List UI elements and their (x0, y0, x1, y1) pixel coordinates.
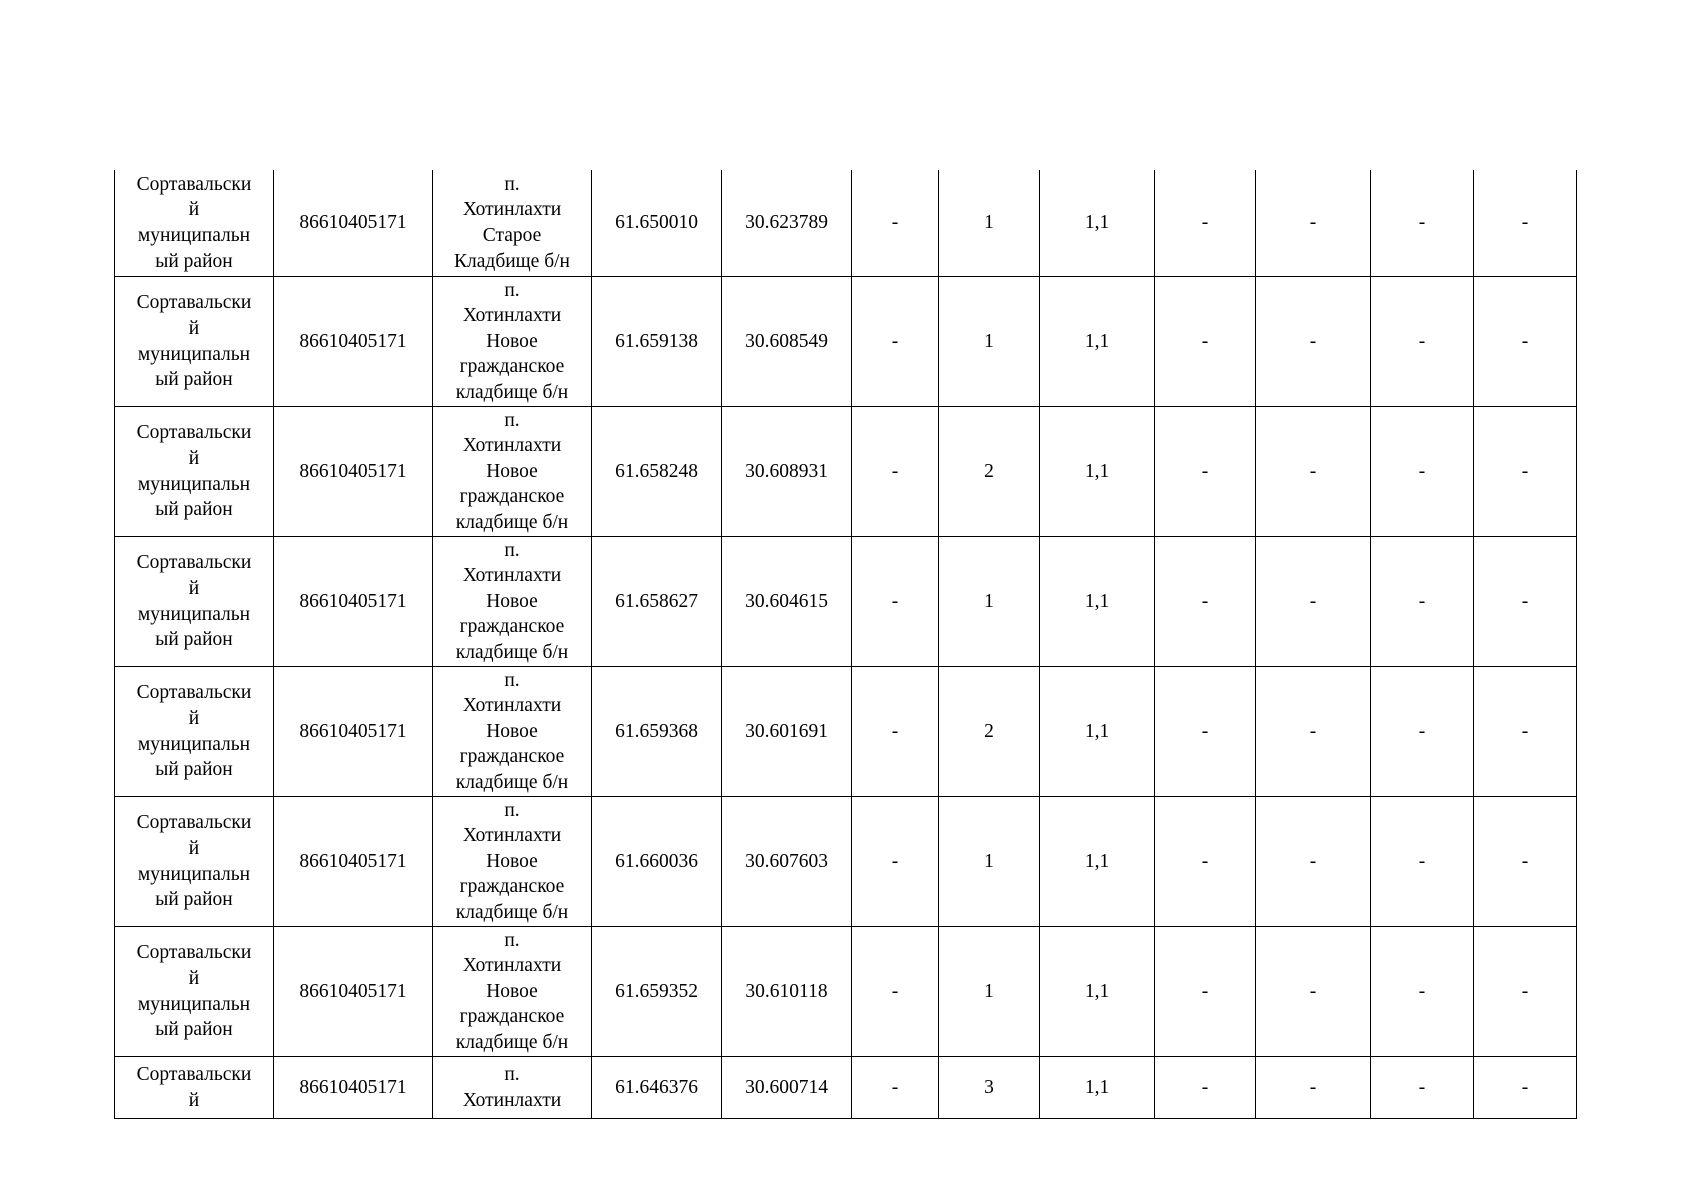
location-line: Новое (486, 590, 538, 612)
district-line: Сортавальски (136, 1063, 252, 1085)
location-line: гражданское (459, 876, 565, 898)
table-row (115, 667, 1577, 797)
location-line: кладбище б/н (455, 771, 569, 793)
col-9-cell: - (1155, 170, 1256, 277)
location-cell (433, 170, 592, 277)
col-11-cell: - (1371, 1057, 1474, 1119)
latitude-cell: 61.650010 (592, 170, 722, 277)
oktmo-code-cell: 86610405171 (274, 277, 433, 407)
col-8-cell: 1,1 (1040, 667, 1155, 797)
district-line: ый район (155, 629, 233, 651)
col-7-cell: 2 (939, 667, 1040, 797)
col-12-cell: - (1474, 277, 1577, 407)
location-line: Хотинлахти (462, 435, 562, 457)
location-line: Новое (486, 330, 538, 352)
col-11-cell: - (1371, 927, 1474, 1057)
col-10-cell: - (1256, 277, 1371, 407)
col-9-cell: - (1155, 927, 1256, 1057)
table-row (115, 1057, 1577, 1119)
location-cell (433, 1057, 592, 1119)
col-11-cell: - (1371, 537, 1474, 667)
col-10-cell: - (1256, 927, 1371, 1057)
district-line: Сортавальски (136, 292, 252, 314)
col-7-cell: 1 (939, 537, 1040, 667)
district-line: Сортавальски (136, 173, 252, 195)
location-line: гражданское (459, 746, 565, 768)
col-7-cell: 1 (939, 277, 1040, 407)
col-12-cell: - (1474, 797, 1577, 927)
col-9-cell: - (1155, 407, 1256, 537)
district-line: ый район (155, 889, 233, 911)
district-cell (115, 927, 274, 1057)
district-line: й (188, 317, 200, 339)
location-line: Хотинлахти (462, 305, 562, 327)
district-cell (115, 537, 274, 667)
location-cell (433, 407, 592, 537)
district-line: й (188, 707, 200, 729)
col-9-cell: - (1155, 277, 1256, 407)
longitude-cell: 30.600714 (722, 1057, 852, 1119)
location-line: п. (504, 799, 520, 821)
col-12-cell: - (1474, 1057, 1577, 1119)
district-line: ый район (155, 250, 233, 272)
location-line: п. (504, 1063, 520, 1085)
col-6-cell: - (852, 407, 939, 537)
col-11-cell: - (1371, 277, 1474, 407)
col-7-cell: 1 (939, 927, 1040, 1057)
latitude-cell: 61.658627 (592, 537, 722, 667)
district-line: ый район (155, 369, 233, 391)
location-cell (433, 797, 592, 927)
district-line: й (188, 967, 200, 989)
location-line: Новое (486, 850, 538, 872)
district-line: ый район (155, 1019, 233, 1041)
location-cell (433, 667, 592, 797)
district-line: муниципальн (137, 733, 251, 755)
col-8-cell: 1,1 (1040, 170, 1155, 277)
oktmo-code-cell: 86610405171 (274, 407, 433, 537)
col-11-cell: - (1371, 407, 1474, 537)
col-8-cell: 1,1 (1040, 1057, 1155, 1119)
location-line: п. (504, 279, 520, 301)
district-cell (115, 277, 274, 407)
col-7-cell: 2 (939, 407, 1040, 537)
longitude-cell: 30.604615 (722, 537, 852, 667)
district-line: муниципальн (137, 863, 251, 885)
location-line: Хотинлахти (462, 199, 562, 221)
longitude-cell: 30.608931 (722, 407, 852, 537)
longitude-cell: 30.623789 (722, 170, 852, 277)
col-8-cell: 1,1 (1040, 927, 1155, 1057)
district-line: й (188, 199, 200, 221)
col-12-cell: - (1474, 407, 1577, 537)
col-6-cell: - (852, 927, 939, 1057)
district-cell (115, 170, 274, 277)
table-row (115, 537, 1577, 667)
district-line: муниципальн (137, 225, 251, 246)
col-8-cell: 1,1 (1040, 407, 1155, 537)
location-cell (433, 927, 592, 1057)
district-cell (115, 667, 274, 797)
location-line: кладбище б/н (455, 381, 569, 403)
col-9-cell: - (1155, 797, 1256, 927)
location-line: Новое (486, 460, 538, 482)
location-line: Кладбище б/н (454, 250, 570, 272)
district-cell (115, 797, 274, 927)
col-10-cell: - (1256, 170, 1371, 277)
district-line: Сортавальски (136, 552, 252, 574)
col-12-cell: - (1474, 537, 1577, 667)
district-line: ый район (155, 759, 233, 781)
col-11-cell: - (1371, 797, 1474, 927)
col-8-cell: 1,1 (1040, 277, 1155, 407)
table-row (115, 927, 1577, 1057)
col-6-cell: - (852, 277, 939, 407)
col-11-cell: - (1371, 667, 1474, 797)
col-6-cell: - (852, 537, 939, 667)
latitude-cell: 61.659138 (592, 277, 722, 407)
col-9-cell: - (1155, 667, 1256, 797)
location-line: п. (504, 929, 520, 951)
col-8-cell: 1,1 (1040, 537, 1155, 667)
location-line: Новое (486, 720, 538, 742)
district-line: й (188, 577, 200, 599)
location-line: п. (504, 669, 520, 691)
location-line: п. (504, 409, 520, 431)
location-line: Новое (486, 980, 538, 1002)
location-cell (433, 277, 592, 407)
col-10-cell: - (1256, 797, 1371, 927)
table-row (115, 407, 1577, 537)
location-line: Хотинлахти (462, 825, 562, 847)
col-7-cell: 3 (939, 1057, 1040, 1119)
district-line: й (188, 447, 200, 469)
district-line: Сортавальски (136, 812, 252, 834)
location-line: Хотинлахти (462, 1089, 562, 1111)
table-row (115, 277, 1577, 407)
longitude-cell: 30.608549 (722, 277, 852, 407)
longitude-cell: 30.610118 (722, 927, 852, 1057)
district-line: Сортавальски (136, 942, 252, 964)
location-line: Хотинлахти (462, 565, 562, 587)
table-row (115, 170, 1577, 277)
district-line: й (188, 837, 200, 859)
location-line: Хотинлахти (462, 955, 562, 977)
col-6-cell: - (852, 1057, 939, 1119)
district-line: й (188, 1089, 200, 1111)
district-cell (115, 407, 274, 537)
table-row (115, 797, 1577, 927)
col-11-cell: - (1371, 170, 1474, 277)
location-line: Старое (482, 225, 542, 246)
location-line: кладбище б/н (455, 1031, 569, 1053)
col-12-cell: - (1474, 667, 1577, 797)
oktmo-code-cell: 86610405171 (274, 537, 433, 667)
col-6-cell: - (852, 170, 939, 277)
col-6-cell: - (852, 667, 939, 797)
location-line: гражданское (459, 486, 565, 508)
oktmo-code-cell: 86610405171 (274, 797, 433, 927)
oktmo-code-cell: 86610405171 (274, 1057, 433, 1119)
location-line: кладбище б/н (455, 511, 569, 533)
col-7-cell: 1 (939, 797, 1040, 927)
location-cell (433, 537, 592, 667)
district-line: муниципальн (137, 603, 251, 625)
col-6-cell: - (852, 797, 939, 927)
district-line: Сортавальски (136, 422, 252, 444)
col-12-cell: - (1474, 927, 1577, 1057)
district-line: муниципальн (137, 993, 251, 1015)
location-line: гражданское (459, 1006, 565, 1028)
district-line: муниципальн (137, 473, 251, 495)
district-line: муниципальн (137, 343, 251, 365)
location-line: п. (504, 539, 520, 561)
district-line: Сортавальски (136, 682, 252, 704)
latitude-cell: 61.659368 (592, 667, 722, 797)
table-body (115, 170, 1577, 1119)
latitude-cell: 61.658248 (592, 407, 722, 537)
location-line: кладбище б/н (455, 641, 569, 663)
data-table (114, 170, 1577, 1119)
longitude-cell: 30.607603 (722, 797, 852, 927)
col-10-cell: - (1256, 1057, 1371, 1119)
longitude-cell: 30.601691 (722, 667, 852, 797)
oktmo-code-cell: 86610405171 (274, 927, 433, 1057)
col-7-cell: 1 (939, 170, 1040, 277)
latitude-cell: 61.659352 (592, 927, 722, 1057)
location-line: гражданское (459, 356, 565, 378)
location-line: кладбище б/н (455, 901, 569, 923)
latitude-cell: 61.660036 (592, 797, 722, 927)
oktmo-code-cell: 86610405171 (274, 170, 433, 277)
col-8-cell: 1,1 (1040, 797, 1155, 927)
location-line: гражданское (459, 616, 565, 638)
latitude-cell: 61.646376 (592, 1057, 722, 1119)
location-line: п. (504, 173, 520, 195)
col-12-cell: - (1474, 170, 1577, 277)
col-10-cell: - (1256, 667, 1371, 797)
col-10-cell: - (1256, 407, 1371, 537)
col-10-cell: - (1256, 537, 1371, 667)
district-line: ый район (155, 499, 233, 521)
location-line: Хотинлахти (462, 695, 562, 717)
district-cell (115, 1057, 274, 1119)
oktmo-code-cell: 86610405171 (274, 667, 433, 797)
col-9-cell: - (1155, 1057, 1256, 1119)
col-9-cell: - (1155, 537, 1256, 667)
